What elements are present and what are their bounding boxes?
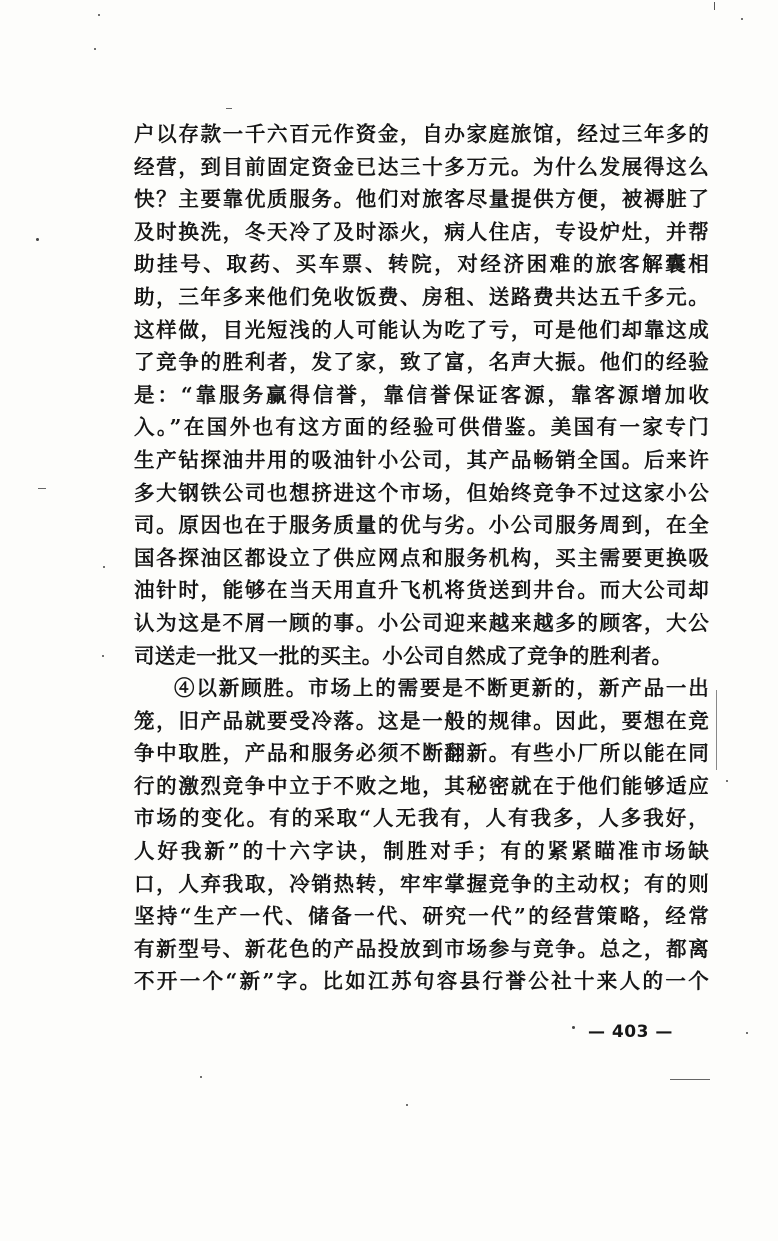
text-line: 人好我新”的十六字诀，制胜对手；有的紧紧瞄准市场缺 — [134, 839, 709, 864]
text-line: 国各探油区都设立了供应网点和服务机构，买主需要更换吸 — [134, 545, 709, 570]
text-line: 笼，旧产品就要受冷落。这是一般的规律。因此，要想在竞 — [134, 708, 709, 733]
scan-mark — [714, 2, 715, 10]
scan-speck — [103, 566, 105, 568]
scan-speck — [572, 1026, 575, 1029]
text-line: 生产钻探油井用的吸油针小公司，其产品畅销全国。后来许 — [134, 447, 709, 472]
body-text — [134, 118, 709, 998]
text-line: 户以存款一千六百元作资金，自办家庭旅馆，经过三年多的 — [134, 122, 709, 146]
text-line: 不开一个“新”字。比如江苏句容县行誉公社十来人的一个 — [134, 969, 709, 994]
text-line: 助挂号、取药、买车票、转院，对经济困难的旅客解囊相 — [134, 252, 709, 277]
text-line: 多大钢铁公司也想挤进这个市场，但始终竞争不过这家小公 — [134, 480, 709, 505]
text-line: 司。原因也在于服务质量的优与劣。小公司服务周到，在全 — [134, 513, 709, 538]
text-line: 经营，到目前固定资金已达三十多万元。为什么发展得这么 — [134, 154, 709, 179]
scan-mark — [670, 1079, 710, 1080]
text-line: 坚持“生产一代、储备一代、研究一代”的经营策略，经常 — [134, 904, 709, 929]
scan-speck — [98, 14, 100, 16]
text-line: 及时换洗，冬天冷了及时添火，病人住店，专设炉灶，并帮 — [134, 219, 709, 244]
text-line: 行的激烈竞争中立于不败之地，其秘密就在于他们能够适应 — [134, 773, 709, 798]
scan-speck — [741, 18, 743, 20]
text-line: 助，三年多来他们免收饭费、房租、送路费共达五千多元。 — [134, 284, 709, 309]
scan-speck — [102, 655, 104, 657]
scan-speck — [406, 1104, 408, 1106]
scan-mark — [716, 690, 717, 770]
scan-speck — [200, 1076, 202, 1078]
text-line: 这样做，目光短浅的人可能认为吃了亏，可是他们却靠这成 — [134, 317, 709, 342]
text-line: 争中取胜，产品和服务必须不断翻新。有些小厂所以能在同 — [134, 741, 709, 766]
text-line: 油针时，能够在当天用直升飞机将货送到井台。而大公司却 — [134, 578, 709, 603]
text-line: 了竞争的胜利者，发了家，致了富，名声大振。他们的经验 — [134, 350, 709, 375]
text-line: 市场的变化。有的采取“人无我有，人有我多，人多我好， — [134, 806, 709, 831]
scan-speck — [726, 780, 728, 782]
text-line: 有新型号、新花色的产品投放到市场参与竞争。总之，都离 — [134, 936, 709, 961]
text-line: 入。”在国外也有这方面的经验可供借鉴。美国有一家专门 — [134, 415, 709, 440]
text-line: 快？主要靠优质服务。他们对旅客尽量提供方便，被褥脏了 — [134, 187, 709, 212]
scan-speck — [746, 1032, 748, 1034]
scan-mark — [38, 488, 46, 489]
page-number: — 403 — — [588, 1022, 673, 1042]
text-line: 口，人弃我取，冷销热转，牢牢掌握竞争的主动权；有的则 — [134, 871, 709, 896]
scan-speck — [36, 238, 39, 241]
scan-speck — [94, 48, 96, 50]
text-line: 是：“靠服务赢得信誉，靠信誉保证客源，靠客源增加收 — [134, 382, 709, 407]
paragraph-end-line: 司送走一批又一批的买主。小公司自然成了竞争的胜利者。 — [134, 643, 673, 668]
section-heading-line: ④以新顾胜。市场上的需要是不断更新的，新产品一出 — [174, 676, 709, 701]
scan-mark — [226, 108, 232, 109]
text-line: 认为这是不屑一顾的事。小公司迎来越来越多的顾客，大公 — [134, 610, 709, 635]
